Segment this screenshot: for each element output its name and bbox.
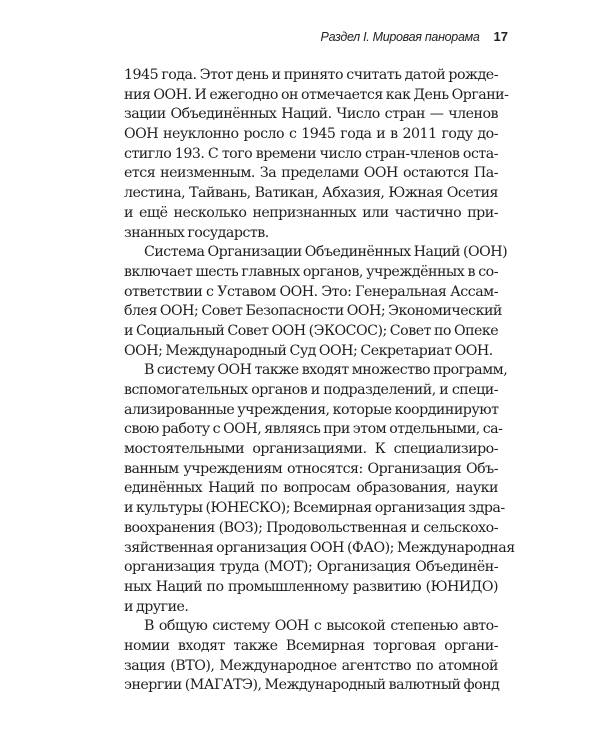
text-line: ализированные учреждения, которые координируют (124, 401, 499, 418)
text-line: вспомогательных органов и подразделений, и специ- (124, 382, 498, 398)
running-header (321, 29, 508, 49)
section-title: Раздел I. Мировая панорама (320, 30, 480, 44)
text-line: и Социальный Совет ООН (ЭКОСОС); Совет по Опеке (124, 322, 499, 339)
text-line: В систему ООН также входят множество программ, (144, 362, 508, 379)
text-line: мостоятельными организациями. К специализиро- (124, 441, 498, 458)
text-line: стигло 193. С того времени число стран-членов оста- (124, 145, 498, 162)
text-line: и другие. (124, 598, 189, 615)
text-line: блея ООН; Совет Безопасности ООН; Экономический (124, 303, 502, 320)
text-line: зации Объединённых Наций. Число стран — членов (124, 106, 498, 123)
text-line: организация труда (МОТ); Организация Объединён- (124, 559, 498, 576)
text-line: зяйственная организация ООН (ФАО); Международная (124, 539, 515, 556)
text-line: ванным учреждениям относятся: Организация Объ- (124, 460, 498, 477)
text-line: включает шесть главных органов, учреждённых в со- (124, 263, 498, 280)
text-line: свою работу с ООН, являясь при этом отдельными, са- (124, 421, 503, 438)
text-line: 1945 года. Этот день и принято считать датой рожде- (124, 67, 498, 83)
page-body-text (124, 66, 515, 696)
text-line: ООН неуклонно росло с 1945 года и в 2011 году до- (124, 126, 498, 143)
text-line: ответствии с Уставом ООН. Это: Генеральная Ассам- (124, 283, 498, 300)
text-line: энергии (МАГАТЭ), Международный валютный фонд (124, 677, 500, 694)
page-number: 17 (493, 29, 508, 44)
text-line: и ещё несколько непризнанных или частично при- (124, 204, 498, 221)
text-line: единённых Наций по вопросам образования, науки (124, 480, 498, 497)
text-line: В общую систему ООН с высокой степенью авто- (144, 618, 498, 635)
text-line: и культуры (ЮНЕСКО); Всемирная организация здра- (124, 500, 505, 517)
text-line: ных Наций по промышленному развитию (ЮНИДО) (124, 578, 498, 595)
text-line: воохранения (ВОЗ); Продовольственная и сельскохо- (124, 519, 498, 536)
text-line: ния ООН. И ежегодно он отмечается как День Органи- (124, 86, 509, 103)
text-line: ООН; Международный Суд ООН; Секретариат ООН. (124, 342, 493, 359)
text-line: ется неизменным. За пределами ООН остаются Па- (124, 165, 498, 182)
text-line: знанных государств. (124, 224, 269, 241)
text-line: номии входят также Всемирная торговая органи- (124, 637, 498, 654)
text-line: лестина, Тайвань, Ватикан, Абхазия, Южная Осетия (124, 185, 498, 202)
text-line: Система Организации Объединённых Наций (ООН) (144, 244, 508, 261)
text-line: зация (ВТО), Международное агентство по атомной (124, 657, 498, 674)
